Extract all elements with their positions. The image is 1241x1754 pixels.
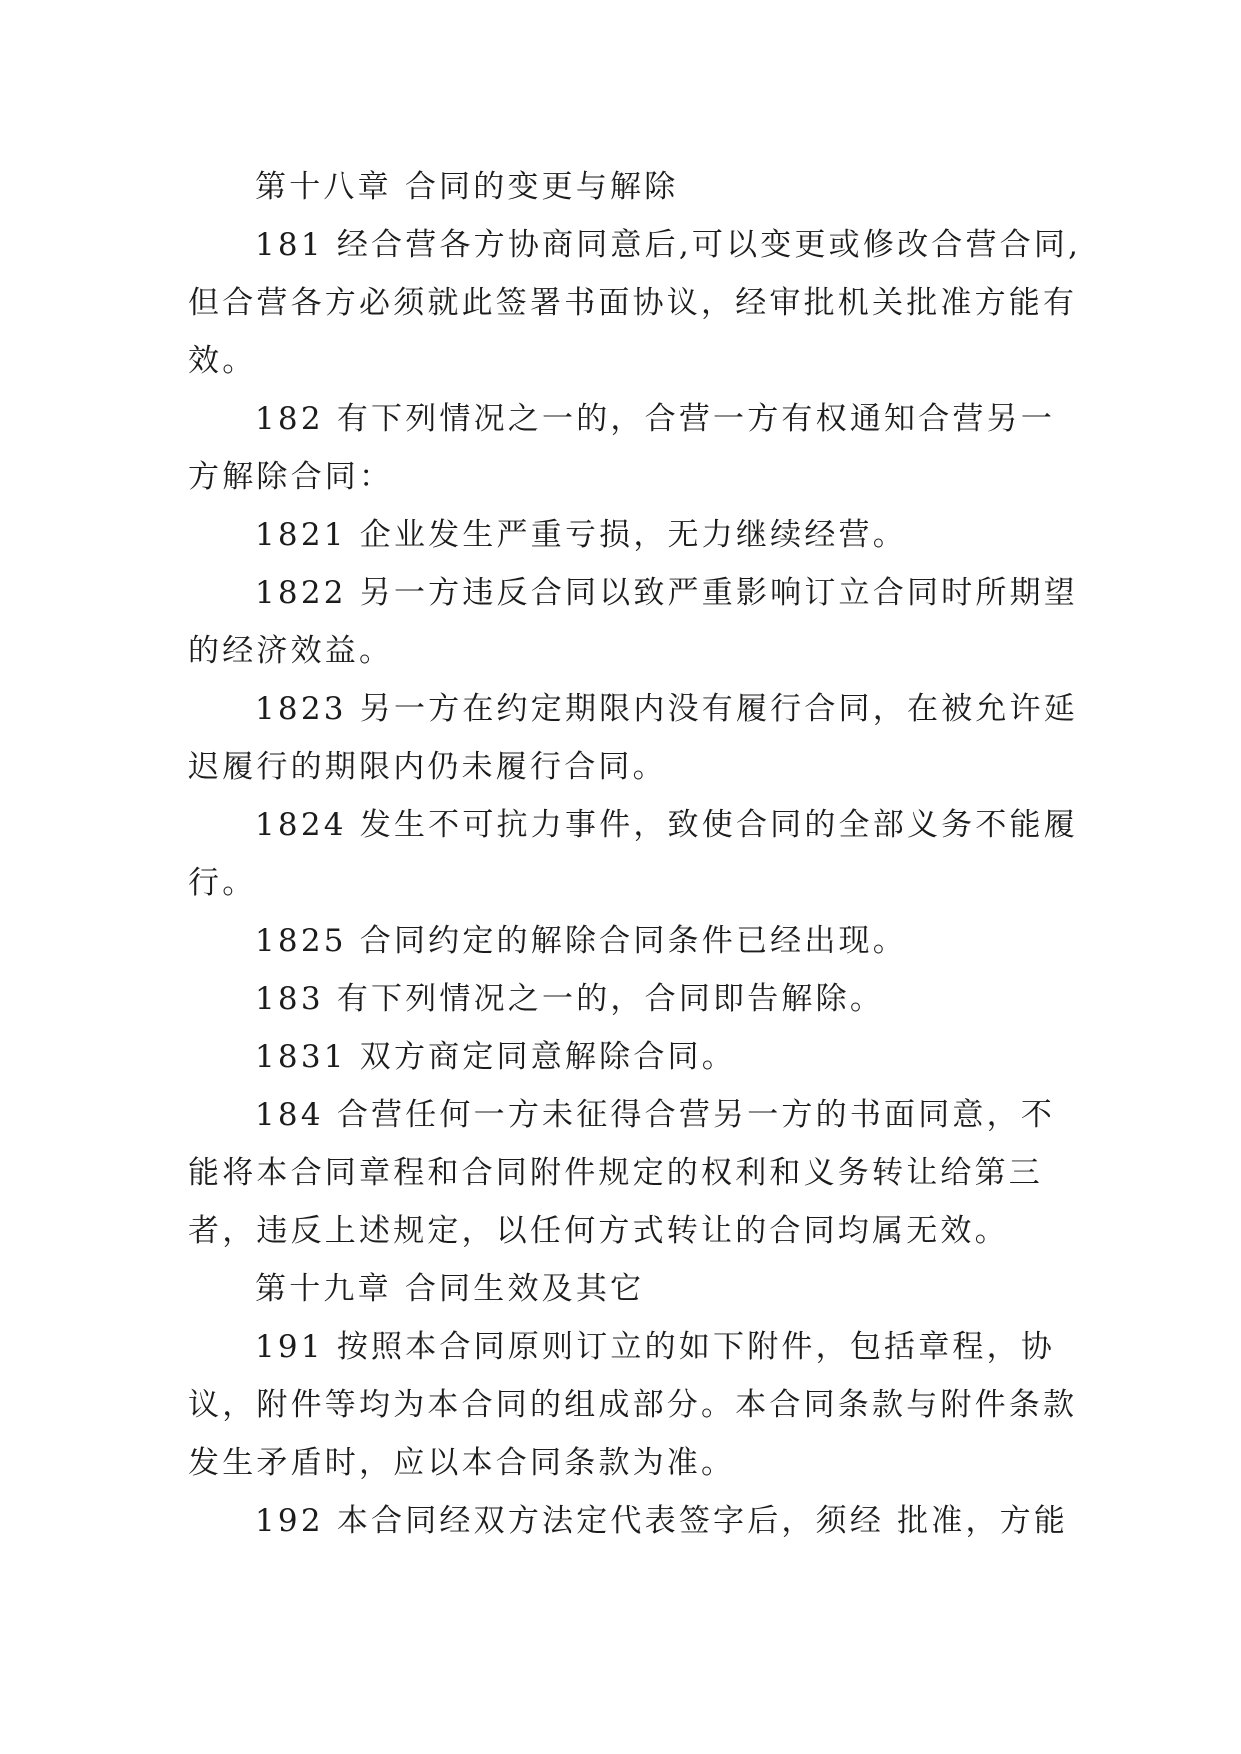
clause-1831: 1831 双方商定同意解除合同。 <box>255 1039 736 1075</box>
document-body <box>188 158 1088 1550</box>
clause-181: 181 经合营各方协商同意后,可以变更或修改合营合同,但合营各方必须就此签署书面协议，经审批机关批准方能有效。 <box>188 227 1082 379</box>
clause-1821: 1821 企业发生严重亏损，无力继续经营。 <box>255 517 907 553</box>
clause-1822: 1822 另一方违反合同以致严重影响订立合同时所期望的经济效益。 <box>188 575 1078 669</box>
clause-184: 184 合营任何一方未征得合营另一方的书面同意，不能将本合同章程和合同附件规定的权利和义务转让给第三者，违反上述规定，以任何方式转让的合同均属无效。 <box>188 1097 1056 1249</box>
chapter-19-heading: 第十九章 合同生效及其它 <box>255 1271 645 1307</box>
clause-191: 191 按照本合同原则订立的如下附件，包括章程，协议，附件等均为本合同的组成部分。本合同条款与附件条款发生矛盾时，应以本合同条款为准。 <box>188 1329 1078 1481</box>
clause-192: 192 本合同经双方法定代表签字后，须经 批准，方能 <box>255 1503 1069 1539</box>
chapter-18-heading: 第十八章 合同的变更与解除 <box>255 169 679 205</box>
clause-1825: 1825 合同约定的解除合同条件已经出现。 <box>255 923 907 959</box>
clause-1824: 1824 发生不可抗力事件，致使合同的全部义务不能履行。 <box>188 807 1078 901</box>
clause-182: 182 有下列情况之一的，合营一方有权通知合营另一方解除合同： <box>188 401 1056 495</box>
clause-183: 183 有下列情况之一的，合同即告解除。 <box>255 981 885 1017</box>
clause-1823: 1823 另一方在约定期限内没有履行合同，在被允许延迟履行的期限内仍未履行合同。 <box>188 691 1078 785</box>
